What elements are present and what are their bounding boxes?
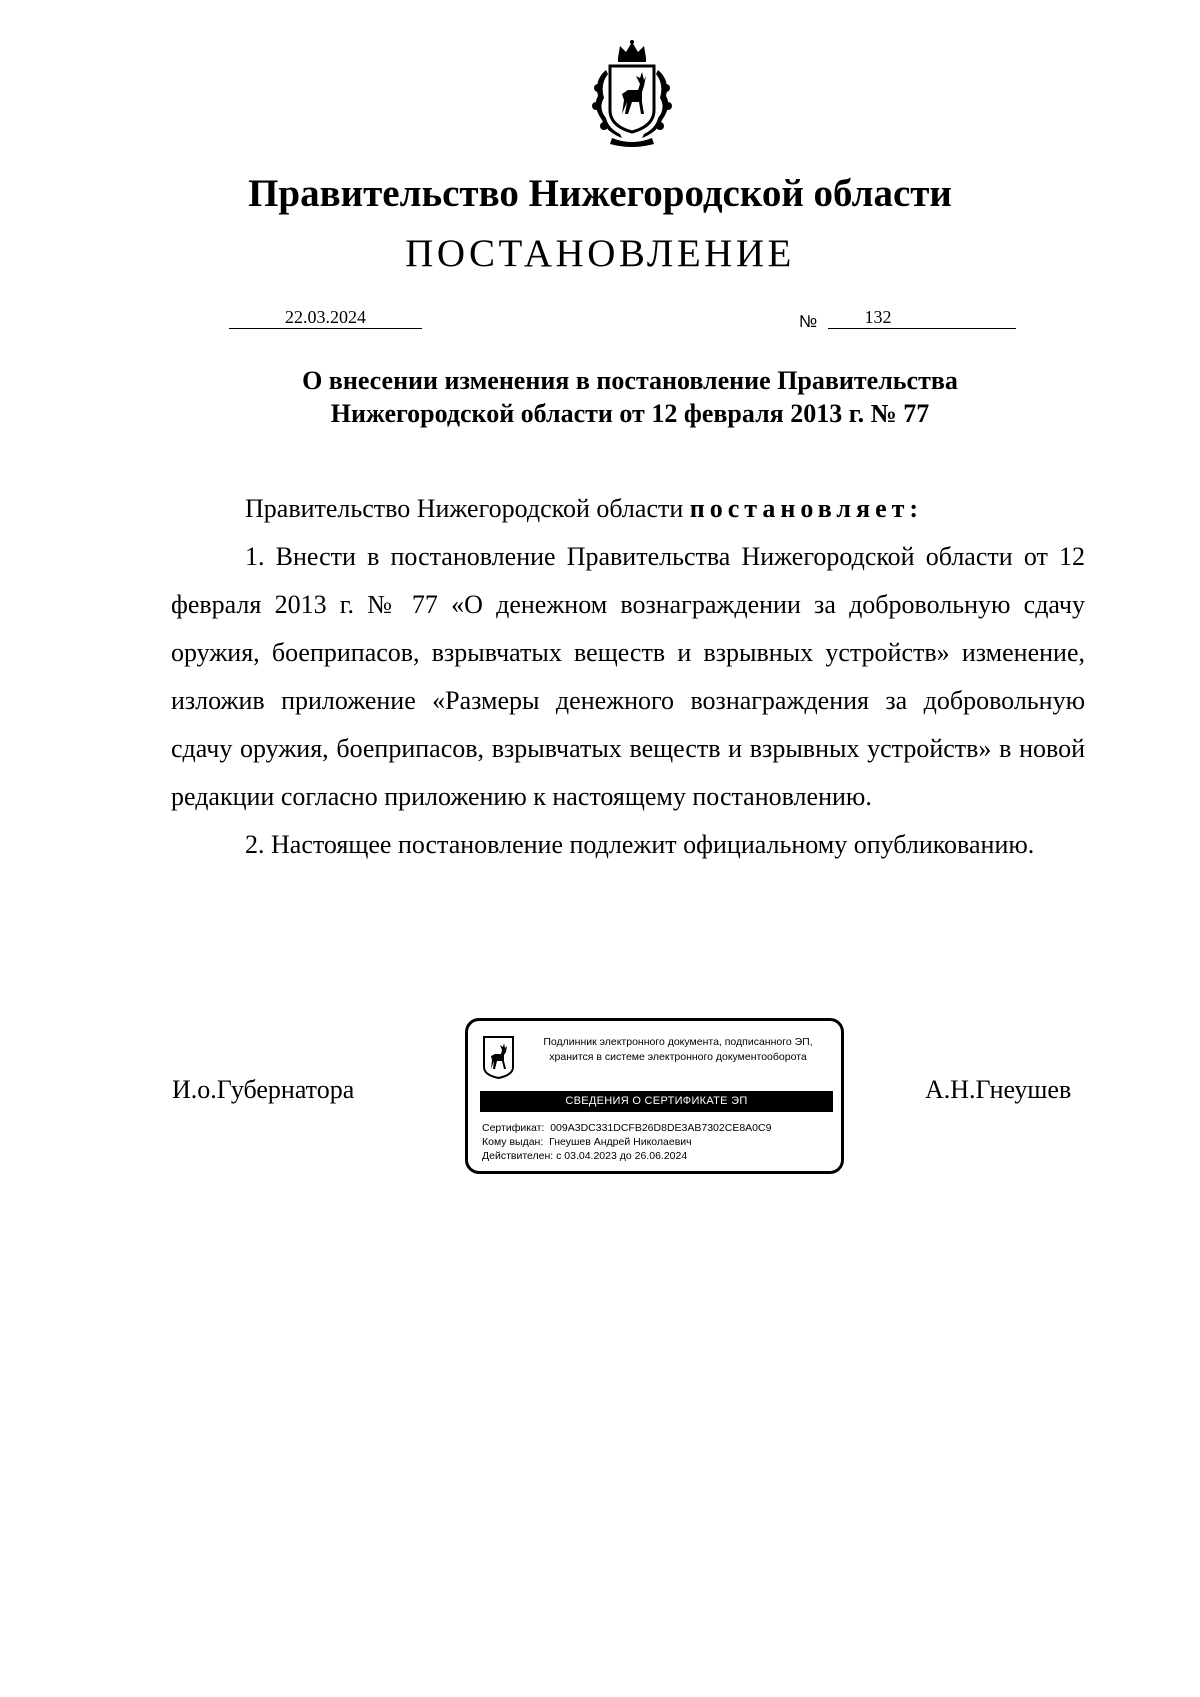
- preamble-action: постановляет:: [689, 494, 924, 523]
- certificate-row: [482, 1121, 771, 1135]
- issued-to-label: Кому выдан:: [482, 1136, 544, 1148]
- deer-emblem-icon: [482, 1035, 515, 1079]
- issued-to-row: [482, 1135, 771, 1149]
- certificate-label: Сертификат:: [482, 1122, 545, 1134]
- issued-to-value: Гнеушев Андрей Николаевич: [549, 1136, 692, 1148]
- paragraph-1: 1. Внести в постановление Правительства Нижегородской области от 12 февраля 2013 г. № 77 «О денежном вознаграждении за добровольную сдачу оружия, боеприпасов, взрывчатых веществ и взрывных устройств» изменение, изложив приложение «Размеры денежного вознаграждения за добровольную сдачу оружия, боеприпасов, взрывчатых веществ и взрывных устройств» в новой редакции согласно приложению к настоящему постановлению.: [171, 542, 1085, 811]
- stamp-heading-line-1: Подлинник электронного документа, подписанного ЭП,: [543, 1036, 813, 1048]
- preamble-text: Правительство Нижегородской области: [245, 494, 684, 523]
- paragraph-2: 2. Настоящее постановление подлежит официальному опубликованию.: [245, 830, 1035, 859]
- certificate-value: 009A3DC331DCFB26D8DE3AB7302CE8A0C9: [550, 1122, 772, 1134]
- document-type: ПОСТАНОВЛЕНИЕ: [405, 232, 795, 275]
- government-title: Правительство Нижегородской области: [248, 172, 952, 215]
- number-sign: №: [799, 312, 818, 331]
- coat-of-arms-icon: [576, 40, 688, 148]
- stamp-heading: [518, 1035, 838, 1065]
- document-number: 132: [864, 307, 892, 327]
- stamp-heading-line-2: хранится в системе электронного документооборота: [549, 1051, 807, 1063]
- date-underline: [229, 328, 422, 329]
- valid-row: [482, 1149, 771, 1163]
- certificate-info-bar: СВЕДЕНИЯ О СЕРТИФИКАТЕ ЭП: [480, 1091, 833, 1112]
- subject-line-1: О внесении изменения в постановление Правительства: [302, 366, 958, 395]
- preamble: [171, 485, 1085, 533]
- valid-label: Действителен:: [482, 1150, 554, 1162]
- certificate-details: [482, 1121, 771, 1163]
- document-date: 22.03.2024: [285, 307, 366, 327]
- number-underline: [828, 328, 1016, 329]
- valid-value: с 03.04.2023 до 26.06.2024: [556, 1150, 688, 1162]
- document-subject: [0, 364, 1200, 430]
- e-signature-stamp: [465, 1018, 844, 1174]
- signatory-name: А.Н.Гнеушев: [925, 1075, 1072, 1104]
- subject-line-2: Нижегородской области от 12 февраля 2013 г. № 77: [330, 399, 930, 428]
- signatory-position: И.о.Губернатора: [172, 1075, 355, 1104]
- document-body: [171, 485, 1085, 869]
